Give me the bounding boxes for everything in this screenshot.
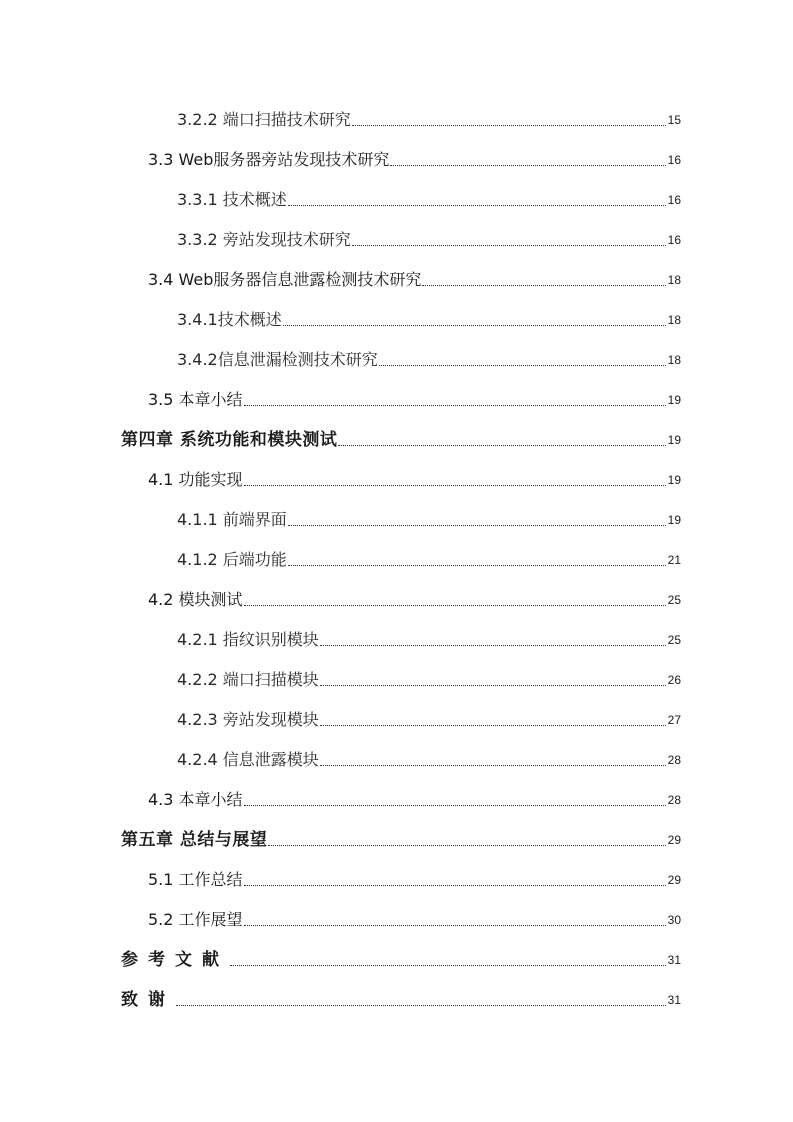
toc-entry-title: 4.3 本章小结 [148, 790, 243, 809]
toc-entry-title: 3.2.2 端口扫描技术研究 [177, 110, 351, 129]
toc-entry-title: 第四章 系统功能和模块测试 [121, 430, 338, 450]
toc-entry-title: 4.1.1 前端界面 [177, 510, 287, 529]
toc-entry-title: 4.2.1 指纹识别模块 [177, 630, 319, 649]
toc-entry[interactable] [0, 504, 681, 532]
toc-entry-page: 18 [667, 313, 681, 327]
toc-entry[interactable] [0, 584, 681, 612]
toc-leader-dots [268, 845, 665, 846]
toc-entry[interactable] [0, 664, 681, 692]
toc-entry-page: 16 [667, 193, 681, 207]
toc-entry-page: 19 [667, 433, 681, 447]
toc-leader-dots [230, 965, 666, 966]
toc-leader-dots [288, 565, 666, 566]
toc-entry-title: 第五章 总结与展望 [121, 830, 268, 850]
toc-leader-dots [244, 925, 666, 926]
toc-entry-title: 3.5 本章小结 [148, 390, 243, 409]
toc-entry-page: 29 [667, 833, 681, 847]
toc-entry-title: 5.2 工作展望 [148, 910, 243, 929]
toc-entry[interactable] [0, 344, 681, 372]
toc-leader-dots [352, 125, 666, 126]
toc-entry-title: 3.3.1 技术概述 [177, 190, 287, 209]
toc-entry-page: 19 [667, 513, 681, 527]
toc-entry-page: 31 [667, 993, 681, 1007]
toc-entry-title: 3.4.2信息泄漏检测技术研究 [177, 350, 378, 369]
toc-entry-title: 3.3 Web服务器旁站发现技术研究 [148, 150, 390, 169]
toc-entry[interactable] [0, 704, 681, 732]
toc-entry[interactable] [0, 224, 681, 252]
toc-leader-dots [176, 1005, 666, 1006]
toc-leader-dots [352, 245, 666, 246]
toc-entry-title: 3.4.1技术概述 [177, 310, 282, 329]
toc-entry-references[interactable] [0, 944, 681, 972]
toc-entry[interactable] [0, 304, 681, 332]
toc-entry-page: 28 [667, 793, 681, 807]
toc-entry[interactable] [0, 384, 681, 412]
toc-entry-title: 致谢 [121, 990, 175, 1010]
toc-entry-page: 21 [667, 553, 681, 567]
toc-entry[interactable] [0, 824, 681, 852]
toc-leader-dots [244, 805, 666, 806]
toc-entry-page: 31 [667, 953, 681, 967]
toc-leader-dots [244, 885, 666, 886]
toc-entry[interactable] [0, 424, 681, 452]
toc-entry-title: 4.1 功能实现 [148, 470, 243, 489]
toc-entry[interactable] [0, 784, 681, 812]
toc-leader-dots [288, 205, 666, 206]
toc-entry[interactable] [0, 464, 681, 492]
toc-leader-dots [379, 365, 666, 366]
toc-leader-dots [320, 725, 666, 726]
toc-entry-page: 25 [667, 593, 681, 607]
toc-entry-page: 16 [667, 153, 681, 167]
toc-leader-dots [244, 485, 666, 486]
toc-leader-dots [244, 605, 666, 606]
toc-entry-title: 4.2.4 信息泄露模块 [177, 750, 319, 769]
toc-entry-title: 4.2.2 端口扫描模块 [177, 670, 319, 689]
toc-entry-page: 27 [667, 713, 681, 727]
toc-leader-dots [320, 645, 666, 646]
toc-entry-page: 19 [667, 473, 681, 487]
toc-entry[interactable] [0, 264, 681, 292]
toc-entry-title: 5.1 工作总结 [148, 870, 243, 889]
toc-leader-dots [244, 405, 666, 406]
toc-leader-dots [338, 445, 665, 446]
toc-entry[interactable] [0, 184, 681, 212]
toc-entry[interactable] [0, 904, 681, 932]
toc-entry-page: 30 [667, 913, 681, 927]
toc-entry[interactable] [0, 544, 681, 572]
toc-entry-acknowledgements[interactable] [0, 984, 681, 1012]
toc-leader-dots [320, 765, 666, 766]
toc-entry-page: 15 [667, 113, 681, 127]
toc-entry-title: 4.2 模块测试 [148, 590, 243, 609]
toc-entry-page: 16 [667, 233, 681, 247]
toc-entry[interactable] [0, 744, 681, 772]
toc-entry[interactable] [0, 104, 681, 132]
toc-entry-title: 3.3.2 旁站发现技术研究 [177, 230, 351, 249]
toc-entry-page: 28 [667, 753, 681, 767]
toc-leader-dots [283, 325, 666, 326]
toc-entry-page: 25 [667, 633, 681, 647]
toc-entry-page: 26 [667, 673, 681, 687]
toc-entry-title: 3.4 Web服务器信息泄露检测技术研究 [148, 270, 422, 289]
toc-entry-page: 29 [667, 873, 681, 887]
toc-entry[interactable] [0, 864, 681, 892]
toc-entry-title: 参考文献 [121, 950, 229, 970]
toc-entry-page: 18 [667, 273, 681, 287]
toc-leader-dots [422, 285, 665, 286]
toc-leader-dots [288, 525, 666, 526]
toc-entry-page: 19 [667, 393, 681, 407]
toc-entry-title: 4.2.3 旁站发现模块 [177, 710, 319, 729]
toc-entry-page: 18 [667, 353, 681, 367]
toc-entry[interactable] [0, 144, 681, 172]
toc-entry-title: 4.1.2 后端功能 [177, 550, 287, 569]
toc-leader-dots [320, 685, 666, 686]
toc-leader-dots [390, 165, 665, 166]
toc-entry[interactable] [0, 624, 681, 652]
